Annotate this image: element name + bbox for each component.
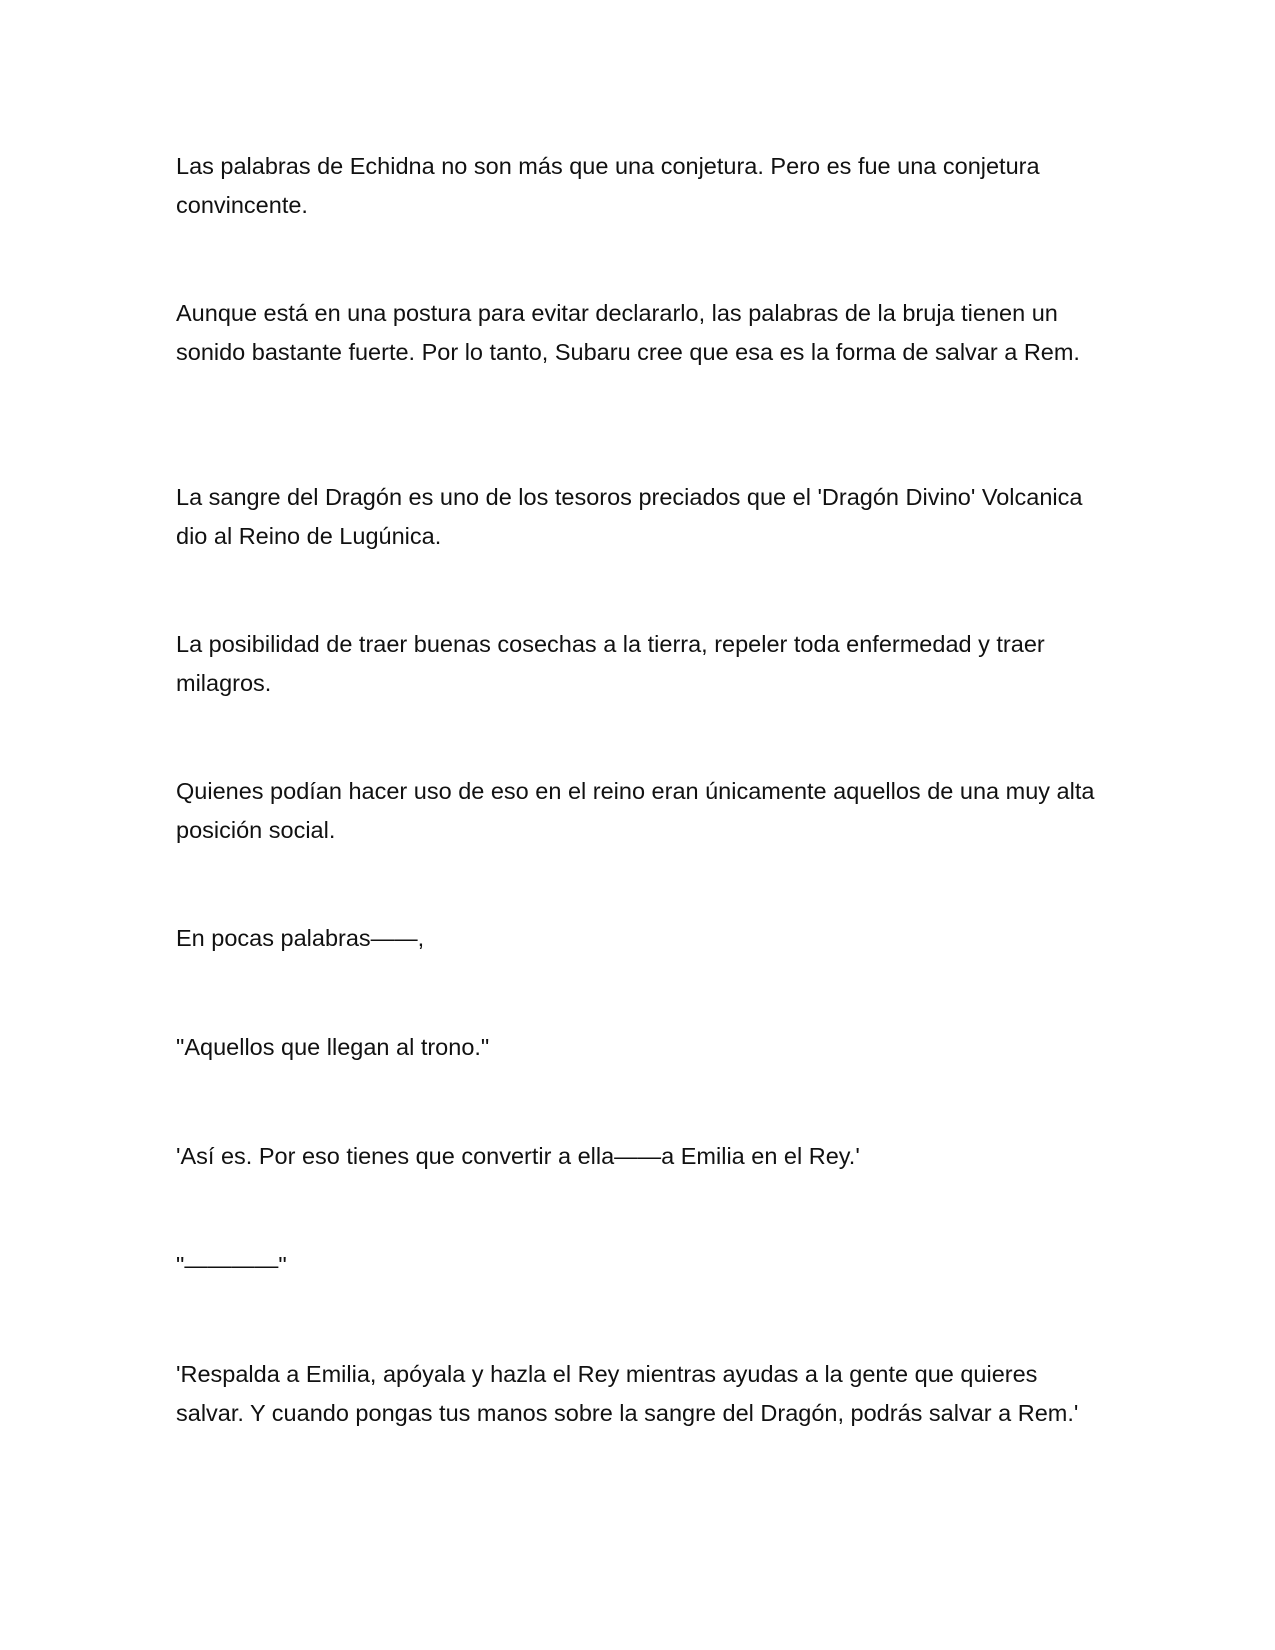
paragraph-2: Aunque está en una postura para evitar declararlo, las palabras de la bruja tienen un sonido bastante fuerte. Por lo tanto, Subaru cree que esa es la forma de salvar a Rem. <box>176 300 1080 365</box>
paragraph-1: Las palabras de Echidna no son más que una conjetura. Pero es fue una conjetura convincente. <box>176 153 1040 218</box>
paragraph-8: 'Así es. Por eso tienes que convertir a ella——a Emilia en el Rey.' <box>176 1143 860 1169</box>
paragraph-9: "————" <box>176 1252 287 1278</box>
paragraph-10: 'Respalda a Emilia, apóyala y hazla el Rey mientras ayudas a la gente que quieres salvar. Y cuando pongas tus manos sobre la sangre del Dragón, podrás salvar a Rem.' <box>176 1361 1079 1426</box>
paragraph-4: La posibilidad de traer buenas cosechas a la tierra, repeler toda enfermedad y traer milagros. <box>176 631 1045 696</box>
paragraph-3: La sangre del Dragón es uno de los tesoros preciados que el 'Dragón Divino' Volcanica dio al Reino de Lugúnica. <box>176 484 1083 549</box>
paragraph-7: "Aquellos que llegan al trono." <box>176 1034 490 1060</box>
paragraph-6: En pocas palabras——, <box>176 925 425 951</box>
paragraph-5: Quienes podían hacer uso de eso en el reino eran únicamente aquellos de una muy alta posición social. <box>176 778 1095 843</box>
